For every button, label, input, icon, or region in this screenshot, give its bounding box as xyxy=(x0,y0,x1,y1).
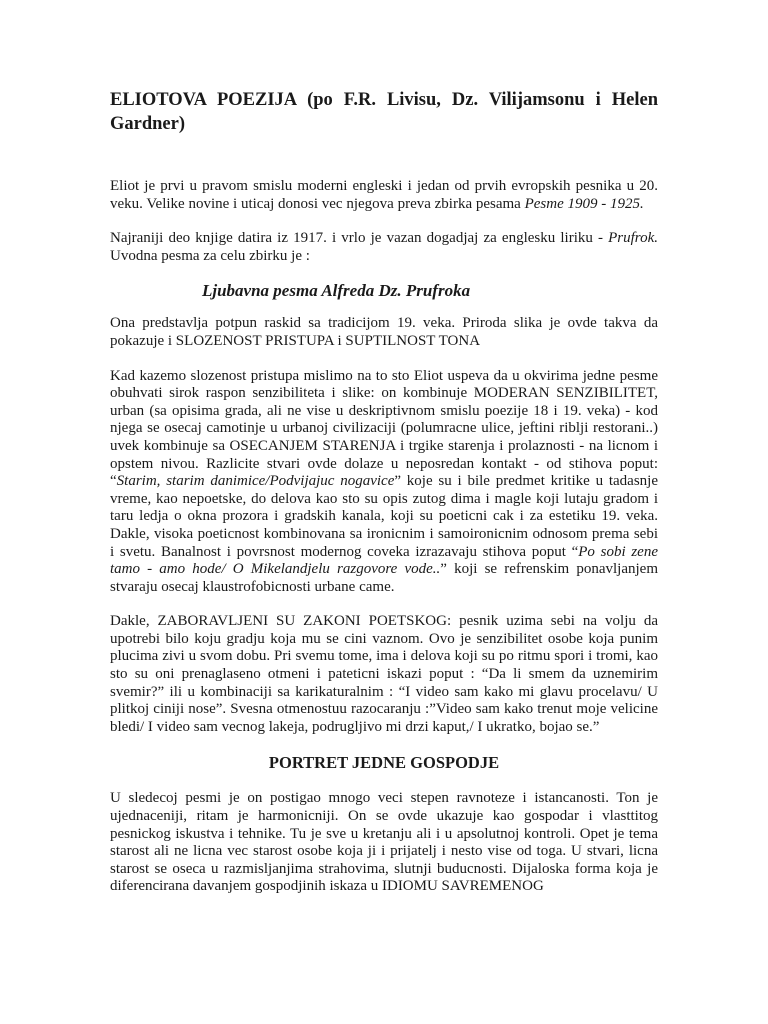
document-page xyxy=(110,88,658,896)
paragraph-intro xyxy=(110,178,658,213)
paragraph-prufrok xyxy=(110,230,658,265)
paragraph-complexity-quote1: Starim, starim danimice/Podvijajuc nogavice xyxy=(116,473,395,490)
paragraph-complexity-text3: ” koji se refrenskim ponavljanjem stvaraju osecaj klaustrofobicnosti urbane came. xyxy=(110,561,658,595)
paragraph-complexity-quote2: Po sobi zene tamo - amo hode/ O Mikelandjelu razgovore vode.. xyxy=(110,543,658,578)
section-heading: PORTRET JEDNE GOSPODJE xyxy=(268,753,500,773)
paragraph-complexity xyxy=(110,368,658,597)
paragraph-intro-text: Eliot je prvi u pravom smislu moderni engleski i jedan od prvih evropskih pesnika u 20. veku. Velike novine i uticaj donosi vec njegova preva zbirka pesama xyxy=(110,178,658,212)
document-title: ELIOTOVA POEZIJA (po F.R. Livisu, Dz. Vilijamsonu i Helen Gardner) xyxy=(110,90,658,134)
paragraph-intro-italic: Pesme 1909 - 1925. xyxy=(524,195,644,212)
paragraph-complexity-text2: ” koje su i bile predmet kritike u tadasnje vreme, kao nepoetske, do delova kao sto su opis zutog dima i magle koji lutaju gradom i taru ledja o okna prozora i gradskih kanala, koji su poeticni cak i za estetiku 19. veka. Dakle, visoka poeticnost kombinovana sa ironicnim i samoironicnim odnosom prema sebi i svetu. Banalnost i povrsnost modernog coveka izrazavaju stihova poput “ xyxy=(110,473,658,560)
paragraph-portrait: U sledecoj pesmi je on postigao mnogo veci stepen ravnoteze i istancanosti. Ton je ujednaceniji, ritam je harmonicniji. On se ovde ukazuje kao gospodar i vlasttitog pesnickog iskustva i tehnike. Tu je sve u kretanju ali i u apsolutnoj kontroli. Opet je tema starost ali ne licna vec starost osobe koja ji i prijatelj i nesto vise od toga. U stvari, licna starost se oseca u razmisljanjima strahovima, slutnji buducnosti. Dijaloska forma koja je diferencirana davanjem gospodjinih iskaza u IDIOMU SAVREMENOG xyxy=(110,790,658,895)
paragraph-prufrok-text2: Uvodna pesma za celu zbirku je : xyxy=(110,247,310,264)
paragraph-tradition: Ona predstavlja potpun raskid sa tradicijom 19. veka. Priroda slika je ovde takva da pokazuje i SLOZENOST PRISTUPA i SUPTILNOST TONA xyxy=(110,315,658,349)
paragraph-complexity-text1: Kad kazemo slozenost pristupa mislimo na to sto Eliot uspeva da u okvirima jedne pesme obuhvati sirok raspon senzibiliteta i slike: on kombinuje MODERAN SENZIBILITET, urban (sa opisima grada, ali ne vise u deskriptivnom smislu poezije 18 i 19. veka) - kod njega se osecaj camotinje u urbanoj civilizaciji (polumracne ulice, jeftini riblji restorani..) uvek kombinuje sa OSECANJEM STARENJA i trgike starenja i prolaznosti - na licnom i opstem nivou. Razlicite stvari ovde dolaze u neposredan kontakt - od stihova poput: “ xyxy=(110,367,658,490)
paragraph-prufrok-text: Najraniji deo knjige datira iz 1917. i vrlo je vazan dogadjaj za englesku liriku - xyxy=(110,230,609,247)
paragraph-forgotten-laws: Dakle, ZABORAVLJENI SU ZAKONI POETSKOG: pesnik uzima sebi na volju da upotrebi bilo koju gradju koja mu se cini vaznom. Ovo je senzibilitet osobe koja punim plucima zivi u svom dobu. Pri svemu tome, ima i delova koji su po ritmu spori i tromi, kao sto su oni prenaglaseno otmeni i pateticni iskazi poput : “Da li smem da uznemirim svemir?” ili u kombinaciji sa karikaturalnim : “I video sam kako mi glavu procelavu/ U plitkoj ciniji nose”. Svesna otmenostuu razocaranju :”Video sam kako trenut moje velicine bledi/ I video sam vecnog lakeja, podrugljivo mi drzi kaput,/ I ukratko, bojao se.” xyxy=(110,613,658,735)
paragraph-prufrok-italic: Prufrok. xyxy=(608,230,658,247)
poem-subtitle: Ljubavna pesma Alfreda Dz. Prufroka xyxy=(202,281,471,301)
